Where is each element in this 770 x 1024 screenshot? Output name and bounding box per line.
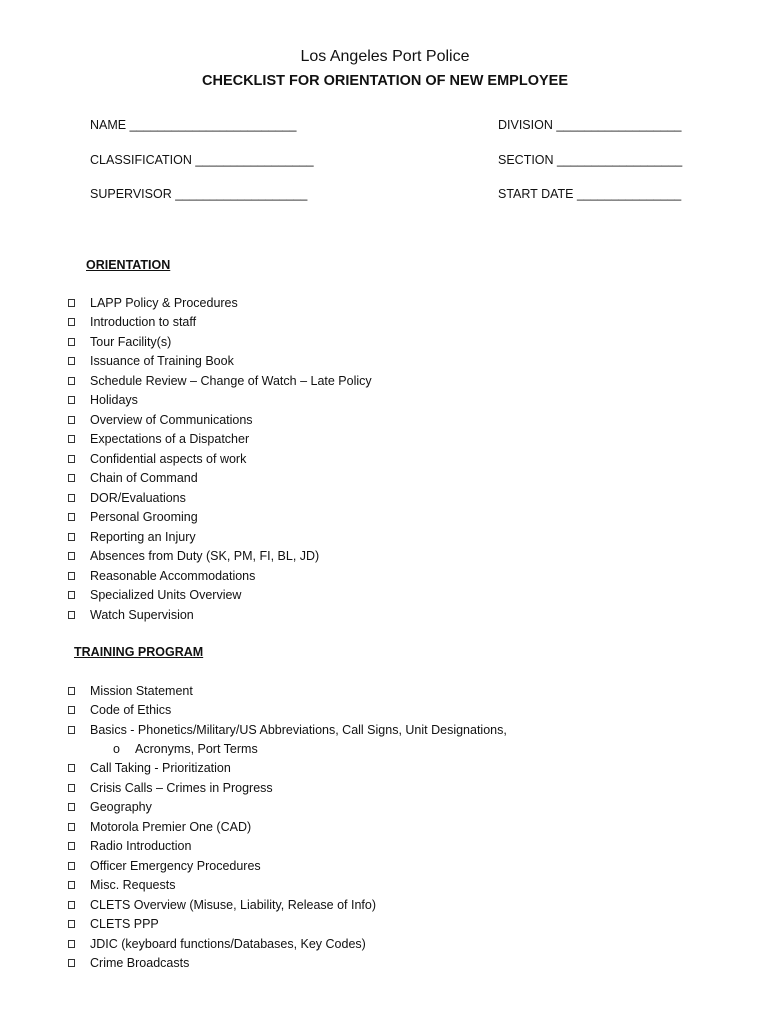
sub-list-item: [68, 740, 507, 759]
checkbox[interactable]: [68, 396, 75, 404]
checkbox[interactable]: [68, 803, 75, 811]
checkbox[interactable]: [68, 494, 75, 502]
checkbox[interactable]: [68, 474, 75, 482]
list-item: [68, 586, 372, 606]
item-label: Personal Grooming: [90, 510, 198, 525]
list-item: [68, 681, 507, 701]
checkbox[interactable]: [68, 435, 75, 443]
item-label: Overview of Communications: [90, 412, 253, 427]
list-item: [68, 332, 372, 352]
list-item: [68, 371, 372, 391]
division-field[interactable]: DIVISION __________________: [498, 118, 682, 132]
checkbox[interactable]: [68, 338, 75, 346]
checkbox[interactable]: [68, 611, 75, 619]
checkbox[interactable]: [68, 901, 75, 909]
checkbox[interactable]: [68, 513, 75, 521]
list-item: [68, 876, 507, 896]
item-label: Misc. Requests: [90, 878, 176, 893]
checkbox[interactable]: [68, 784, 75, 792]
checkbox[interactable]: [68, 299, 75, 307]
checkbox[interactable]: [68, 416, 75, 424]
list-item: [68, 778, 507, 798]
list-item: [68, 566, 372, 586]
checkbox[interactable]: [68, 726, 75, 734]
checkbox[interactable]: [68, 455, 75, 463]
list-item: [68, 934, 507, 954]
item-label: DOR/Evaluations: [90, 490, 186, 505]
checkbox[interactable]: [68, 862, 75, 870]
list-item: [68, 449, 372, 469]
list-item: [68, 798, 507, 818]
item-label: Introduction to staff: [90, 315, 197, 330]
item-label: CLETS PPP: [90, 917, 159, 932]
checkbox[interactable]: [68, 591, 75, 599]
checkbox[interactable]: [68, 552, 75, 560]
item-label: Code of Ethics: [90, 703, 172, 718]
item-label: Officer Emergency Procedures: [90, 858, 261, 873]
item-label: Reporting an Injury: [90, 529, 196, 544]
list-item: [68, 759, 507, 779]
checkbox[interactable]: [68, 920, 75, 928]
list-item: [68, 352, 372, 372]
section-field[interactable]: SECTION __________________: [498, 153, 683, 167]
list-item: [68, 391, 372, 411]
item-label: Issuance of Training Book: [90, 354, 234, 369]
checkbox[interactable]: [68, 357, 75, 365]
list-item: [68, 508, 372, 528]
list-item: [68, 701, 507, 721]
item-label: Crime Broadcasts: [90, 956, 190, 971]
orientation-list: [68, 293, 372, 625]
item-label: Tour Facility(s): [90, 334, 172, 349]
item-label: Geography: [90, 800, 152, 815]
item-label: Motorola Premier One (CAD): [90, 819, 252, 834]
item-label: LAPP Policy & Procedures: [90, 295, 238, 310]
list-item: [68, 895, 507, 915]
item-label: Expectations of a Dispatcher: [90, 432, 250, 447]
list-item: [68, 313, 372, 333]
item-label: Basics - Phonetics/Military/US Abbreviations, Call Signs, Unit Designations,: [90, 722, 507, 737]
checkbox[interactable]: [68, 533, 75, 541]
item-label: Radio Introduction: [90, 839, 192, 854]
page-title: CHECKLIST FOR ORIENTATION OF NEW EMPLOYEE: [202, 73, 568, 89]
name-field[interactable]: NAME ________________________: [90, 118, 297, 132]
item-label: Specialized Units Overview: [90, 588, 242, 603]
item-label: Reasonable Accommodations: [90, 568, 256, 583]
checkbox[interactable]: [68, 940, 75, 948]
list-item: [68, 817, 507, 837]
item-label: Mission Statement: [90, 683, 193, 698]
item-label: Call Taking - Prioritization: [90, 761, 231, 776]
item-label: Watch Supervision: [90, 607, 194, 622]
circle-bullet-icon: o: [113, 742, 120, 756]
list-item: [68, 720, 507, 740]
checkbox[interactable]: [68, 842, 75, 850]
list-item: [68, 856, 507, 876]
item-label: Chain of Command: [90, 471, 198, 486]
orientation-heading: ORIENTATION: [86, 258, 171, 272]
list-item: [68, 954, 507, 974]
list-item: [68, 469, 372, 489]
training-heading: TRAINING PROGRAM: [74, 645, 204, 659]
checkbox[interactable]: [68, 687, 75, 695]
list-item: [68, 293, 372, 313]
checkbox[interactable]: [68, 881, 75, 889]
checkbox[interactable]: [68, 572, 75, 580]
item-label: Absences from Duty (SK, PM, FI, BL, JD): [90, 549, 320, 564]
list-item: [68, 605, 372, 625]
checkbox[interactable]: [68, 823, 75, 831]
classification-field[interactable]: CLASSIFICATION _________________: [90, 153, 314, 167]
list-item: [68, 837, 507, 857]
list-item: [68, 430, 372, 450]
list-item: [68, 527, 372, 547]
item-label: Holidays: [90, 393, 138, 408]
start-date-field[interactable]: START DATE _______________: [498, 187, 682, 201]
item-label: Confidential aspects of work: [90, 451, 247, 466]
list-item: [68, 410, 372, 430]
checkbox[interactable]: [68, 377, 75, 385]
org-name: Los Angeles Port Police: [300, 48, 470, 65]
supervisor-field[interactable]: SUPERVISOR ___________________: [90, 187, 308, 201]
training-list: [68, 681, 507, 973]
checkbox[interactable]: [68, 706, 75, 714]
item-label: Crisis Calls – Crimes in Progress: [90, 780, 273, 795]
item-label: JDIC (keyboard functions/Databases, Key Codes): [90, 936, 366, 951]
item-label: Schedule Review – Change of Watch – Late Policy: [90, 373, 372, 388]
sub-item-label: Acronyms, Port Terms: [135, 742, 258, 756]
checkbox[interactable]: [68, 318, 75, 326]
checkbox[interactable]: [68, 959, 75, 967]
list-item: [68, 488, 372, 508]
item-label: CLETS Overview (Misuse, Liability, Release of Info): [90, 897, 376, 912]
list-item: [68, 547, 372, 567]
list-item: [68, 915, 507, 935]
checkbox[interactable]: [68, 764, 75, 772]
